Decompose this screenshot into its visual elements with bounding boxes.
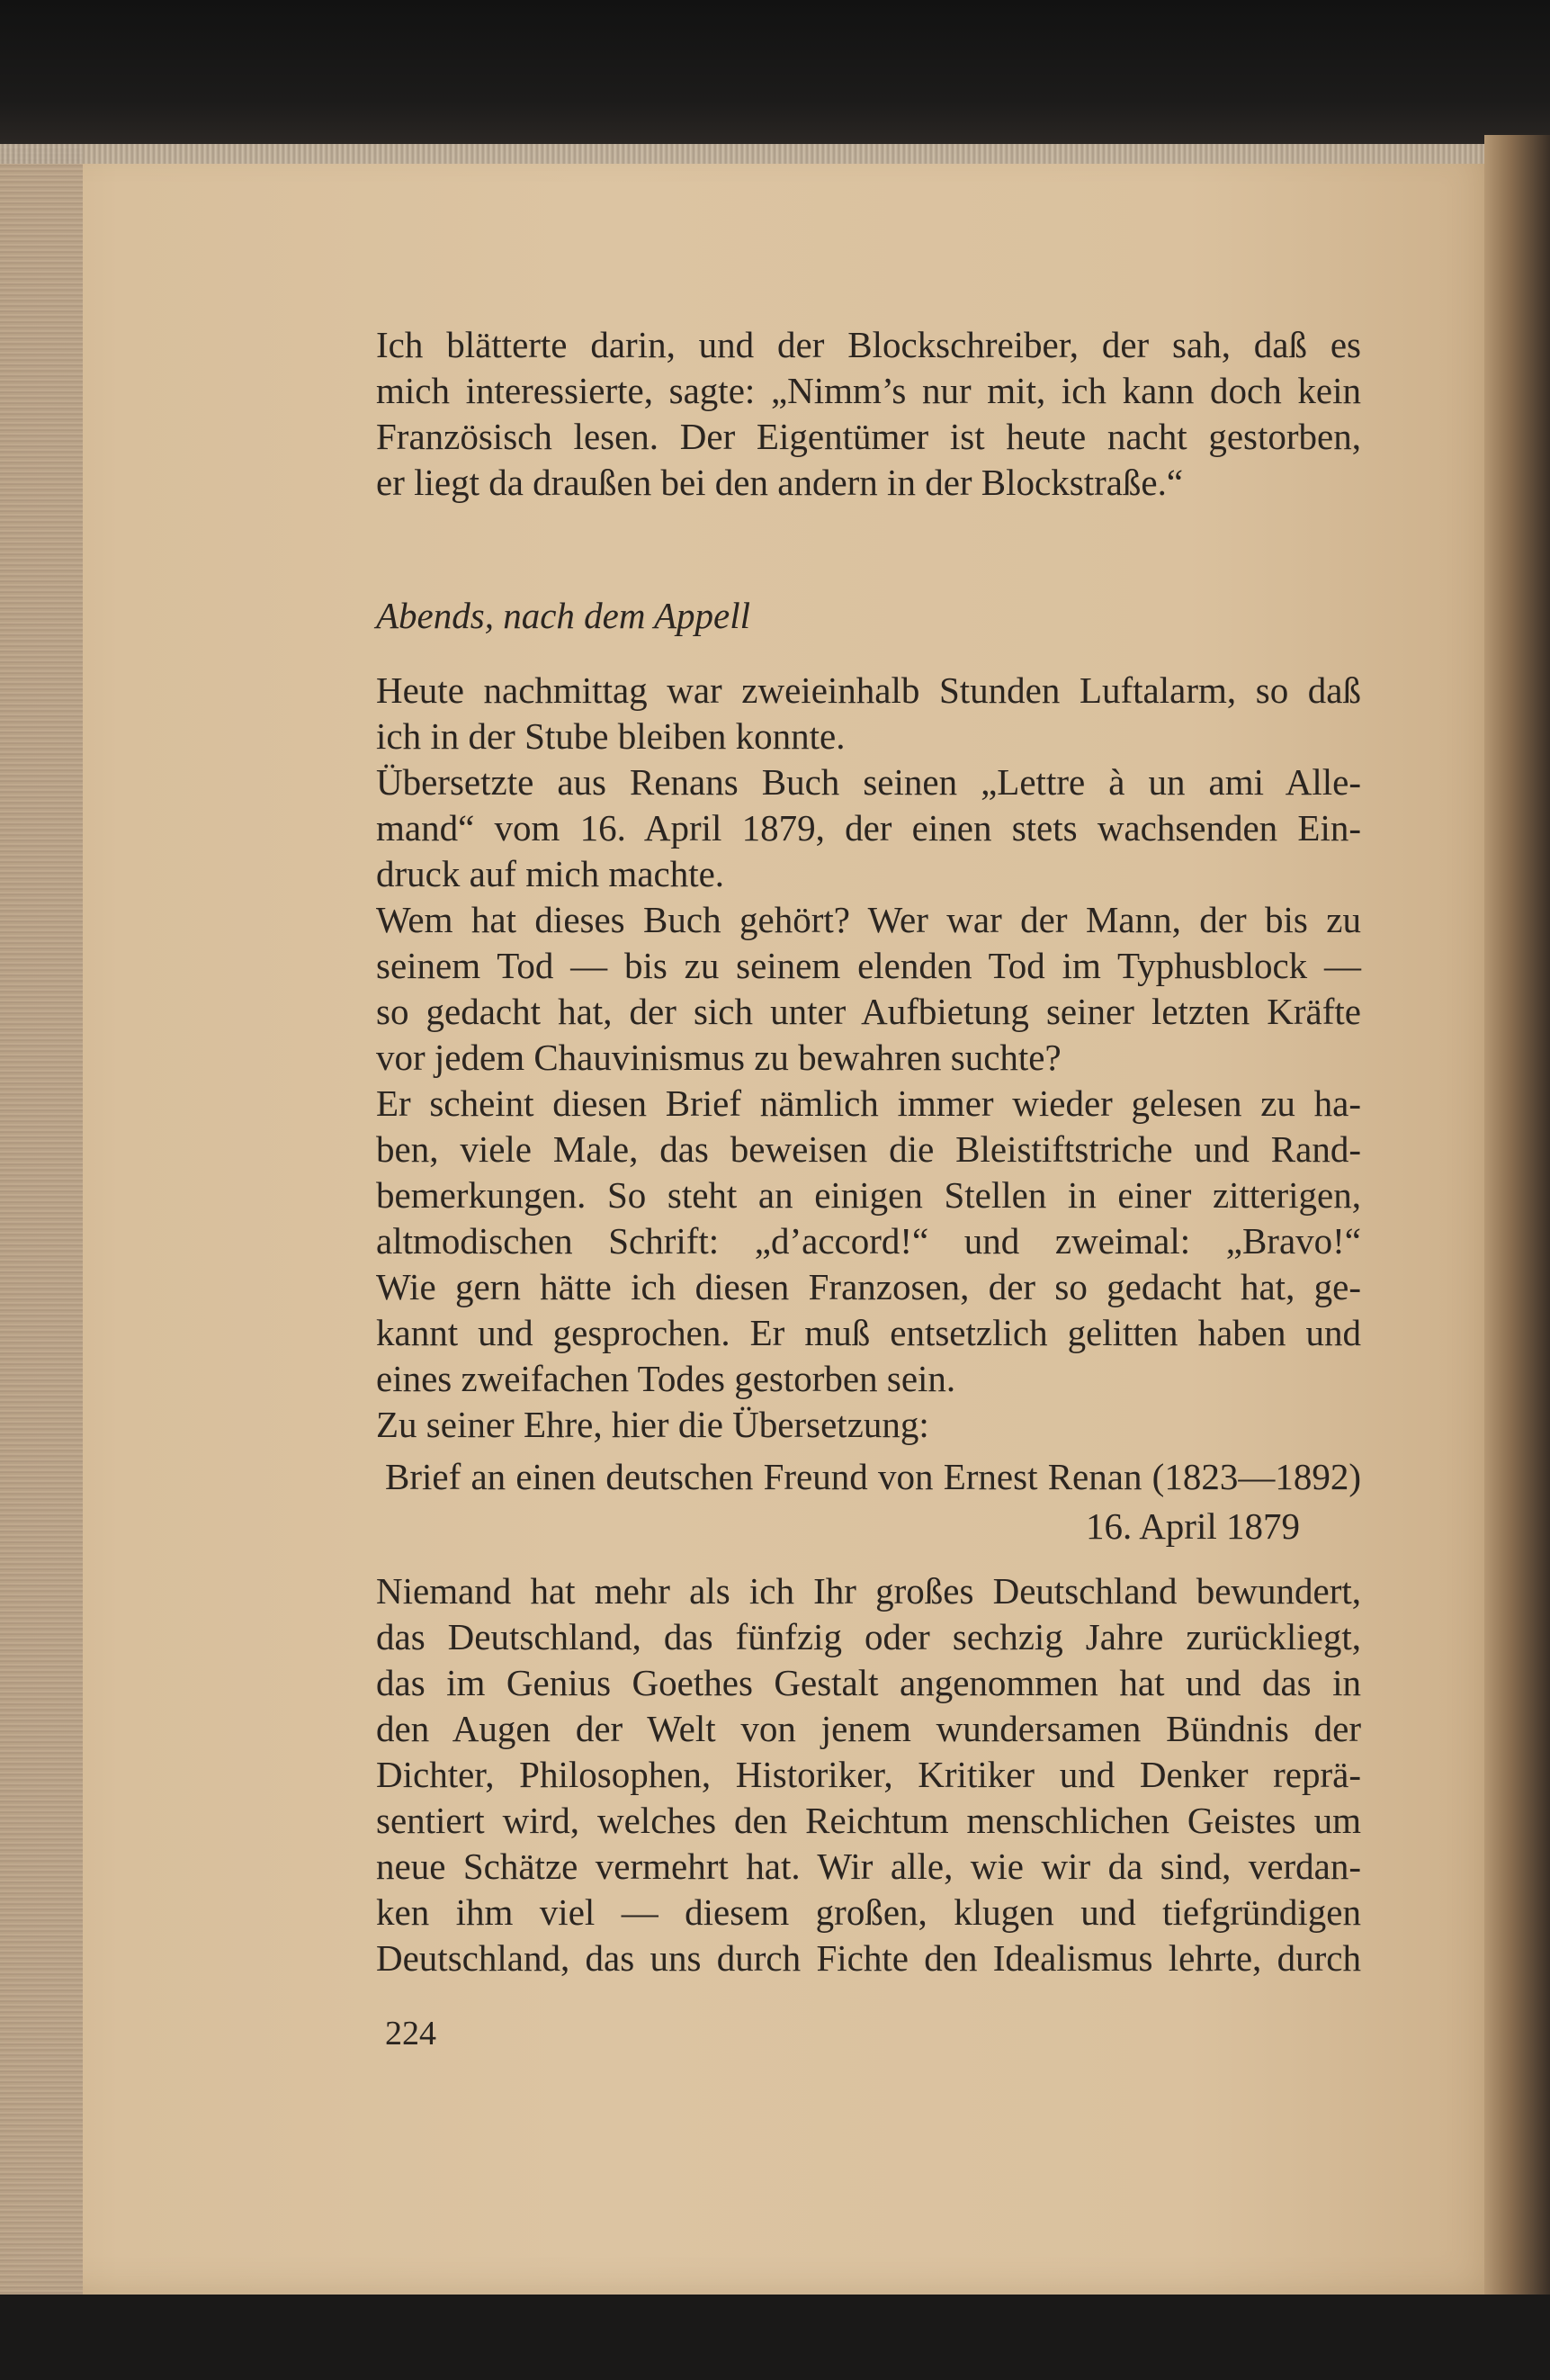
letter-title: Brief an einen deutschen Freund von Ernest Renan (1823—1892) <box>385 1456 1361 1497</box>
letter-date: 16. April 1879 <box>1085 1505 1300 1547</box>
text-line: Französisch lesen. Der Eigentümer ist heute nacht gestorben, <box>376 416 1361 457</box>
text-line: neue Schätze vermehrt hat. Wir alle, wie wir da sind, verdan- <box>376 1846 1361 1887</box>
text-line: Wem hat dieses Buch gehört? Wer war der Mann, der bis zu <box>376 899 1361 940</box>
text-line: Deutschland, das uns durch Fichte den Idealismus lehrte, durch <box>376 1937 1361 1979</box>
scan-background-top <box>0 0 1550 144</box>
page-right-edge <box>1484 135 1550 2304</box>
text-line: Er scheint diesen Brief nämlich immer wieder gelesen zu ha- <box>376 1082 1361 1124</box>
text-line: das im Genius Goethes Gestalt angenommen hat und das in <box>376 1662 1361 1703</box>
diary-entry <box>376 668 1361 1448</box>
text-line: bemerkungen. So steht an einigen Stellen in einer zitterigen, <box>376 1174 1361 1216</box>
text-line: Heute nachmittag war zweieinhalb Stunden Luftalarm, so daß <box>376 669 1361 711</box>
letter-body <box>376 1568 1361 1981</box>
text-line: ben, viele Male, das beweisen die Bleistiftstriche und Rand- <box>376 1128 1361 1170</box>
text-line: mich interessierte, sagte: „Nimm’s nur mit, ich kann doch kein <box>376 370 1361 411</box>
text-line: altmodischen Schrift: „d’accord!“ und zweimal: „Bravo!“ <box>376 1220 1361 1262</box>
text-line: Niemand hat mehr als ich Ihr großes Deutschland bewundert, <box>376 1570 1361 1612</box>
text-line: Übersetzte aus Renans Buch seinen „Lettre à un ami Alle- <box>376 761 1361 803</box>
text-line: ken ihm viel — diesem großen, klugen und tiefgründigen <box>376 1891 1361 1933</box>
text-line: er liegt da draußen bei den andern in der Blockstraße.“ <box>376 462 1184 503</box>
text-line: ich in der Stube bleiben konnte. <box>376 715 846 757</box>
text-line: druck auf mich machte. <box>376 853 725 894</box>
text-line: mand“ vom 16. April 1879, der einen stets wachsenden Ein- <box>376 807 1361 849</box>
text-line: den Augen der Welt von jenem wundersamen Bündnis der <box>376 1708 1361 1749</box>
text-line: kannt und gesprochen. Er muß entsetzlich gelitten haben und <box>376 1312 1361 1353</box>
book-binding <box>0 144 83 2295</box>
text-line: eines zweifachen Todes gestorben sein. <box>376 1358 956 1399</box>
opening-paragraph <box>376 322 1361 506</box>
page-top-edge <box>0 144 1484 164</box>
text-line: Ich blätterte darin, und der Blockschreiber, der sah, daß es <box>376 324 1361 365</box>
text-line: Wie gern hätte ich diesen Franzosen, der so gedacht hat, ge- <box>376 1266 1361 1307</box>
text-line: vor jedem Chauvinismus zu bewahren suchte? <box>376 1037 1062 1078</box>
text-line: seinem Tod — bis zu seinem elenden Tod im Typhusblock — <box>376 945 1361 986</box>
scan-background-bottom <box>0 2295 1550 2380</box>
section-heading: Abends, nach dem Appell <box>376 595 750 636</box>
text-line: sentiert wird, welches den Reichtum menschlichen Geistes um <box>376 1800 1361 1841</box>
text-line: Dichter, Philosophen, Historiker, Kritiker und Denker reprä- <box>376 1754 1361 1795</box>
text-line: das Deutschland, das fünfzig oder sechzig Jahre zurückliegt, <box>376 1616 1361 1657</box>
page-number: 224 <box>385 2015 436 2052</box>
text-line: Zu seiner Ehre, hier die Übersetzung: <box>376 1404 929 1445</box>
text-line: so gedacht hat, der sich unter Aufbietung seiner letzten Kräfte <box>376 991 1361 1032</box>
